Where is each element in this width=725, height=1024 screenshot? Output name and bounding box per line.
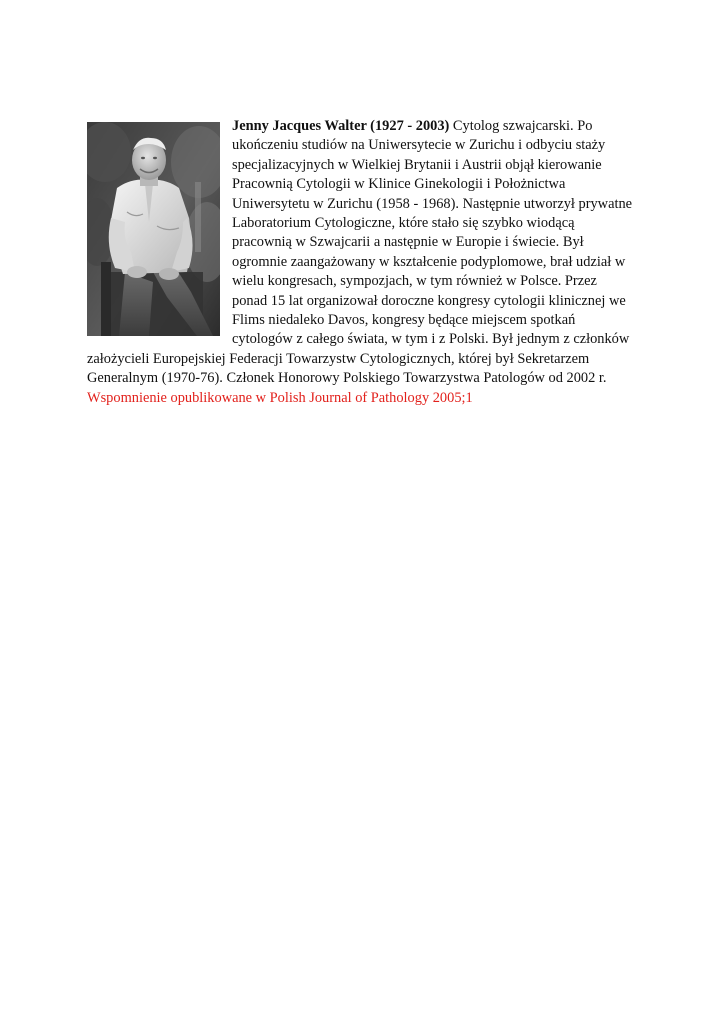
article-line: ukończeniu studiów na Uniwersytecie w Zurichu i odbyciu staży <box>232 137 606 154</box>
article-line: założycieli Europejskiej Federacji Towarzystw Cytologicznych, której był Sekretarzem <box>87 351 590 367</box>
portrait-image <box>87 122 220 336</box>
source-publication-link[interactable]: Wspomnienie opublikowane w Polish Journal of Pathology 2005;1 <box>87 389 473 406</box>
article-line: Laboratorium Cytologiczne, które stało się szybko wiodącą <box>232 214 575 231</box>
article-line: cytologów z całego świata, w tym i z Polski. Był jednym z członków <box>232 331 630 348</box>
article-line: ogromnie zaangażowany w kształcenie podyplomowe, brał udział w <box>232 253 626 270</box>
article-line: specjalizacyjnych w Wielkiej Brytanii i Austrii objął kierowanie <box>232 156 602 173</box>
first-line-text: Cytolog szwajcarski. Po <box>449 118 593 134</box>
article-line: wielu kongresach, sympozjach, w tym również w Polsce. Przez <box>232 273 597 290</box>
article-line: ponad 15 lat organizował doroczne kongresy cytologii klinicznej we <box>232 292 626 309</box>
article-full-width-text <box>87 350 607 408</box>
article-line: Generalnym (1970-76). Członek Honorowy Polskiego Towarzystwa Patologów od 2002 r. <box>87 370 607 387</box>
article-first-line <box>232 117 632 136</box>
portrait-photo <box>87 122 220 336</box>
article-line: Uniwersytetu w Zurichu (1958 - 1968). Następnie utworzył prywatne <box>232 195 633 212</box>
article-line: Pracownią Cytologii w Klinice Ginekologii i Położnictwa <box>232 176 566 193</box>
article-line: pracownią w Szwajcarii a następnie w Europie i świecie. Był <box>232 234 584 251</box>
person-name-heading: Jenny Jacques Walter (1927 - 2003) <box>232 118 450 134</box>
article-wrapped-text <box>232 117 632 350</box>
article-line: Flims niedaleko Davos, kongresy będące miejscem spotkań <box>232 311 576 328</box>
